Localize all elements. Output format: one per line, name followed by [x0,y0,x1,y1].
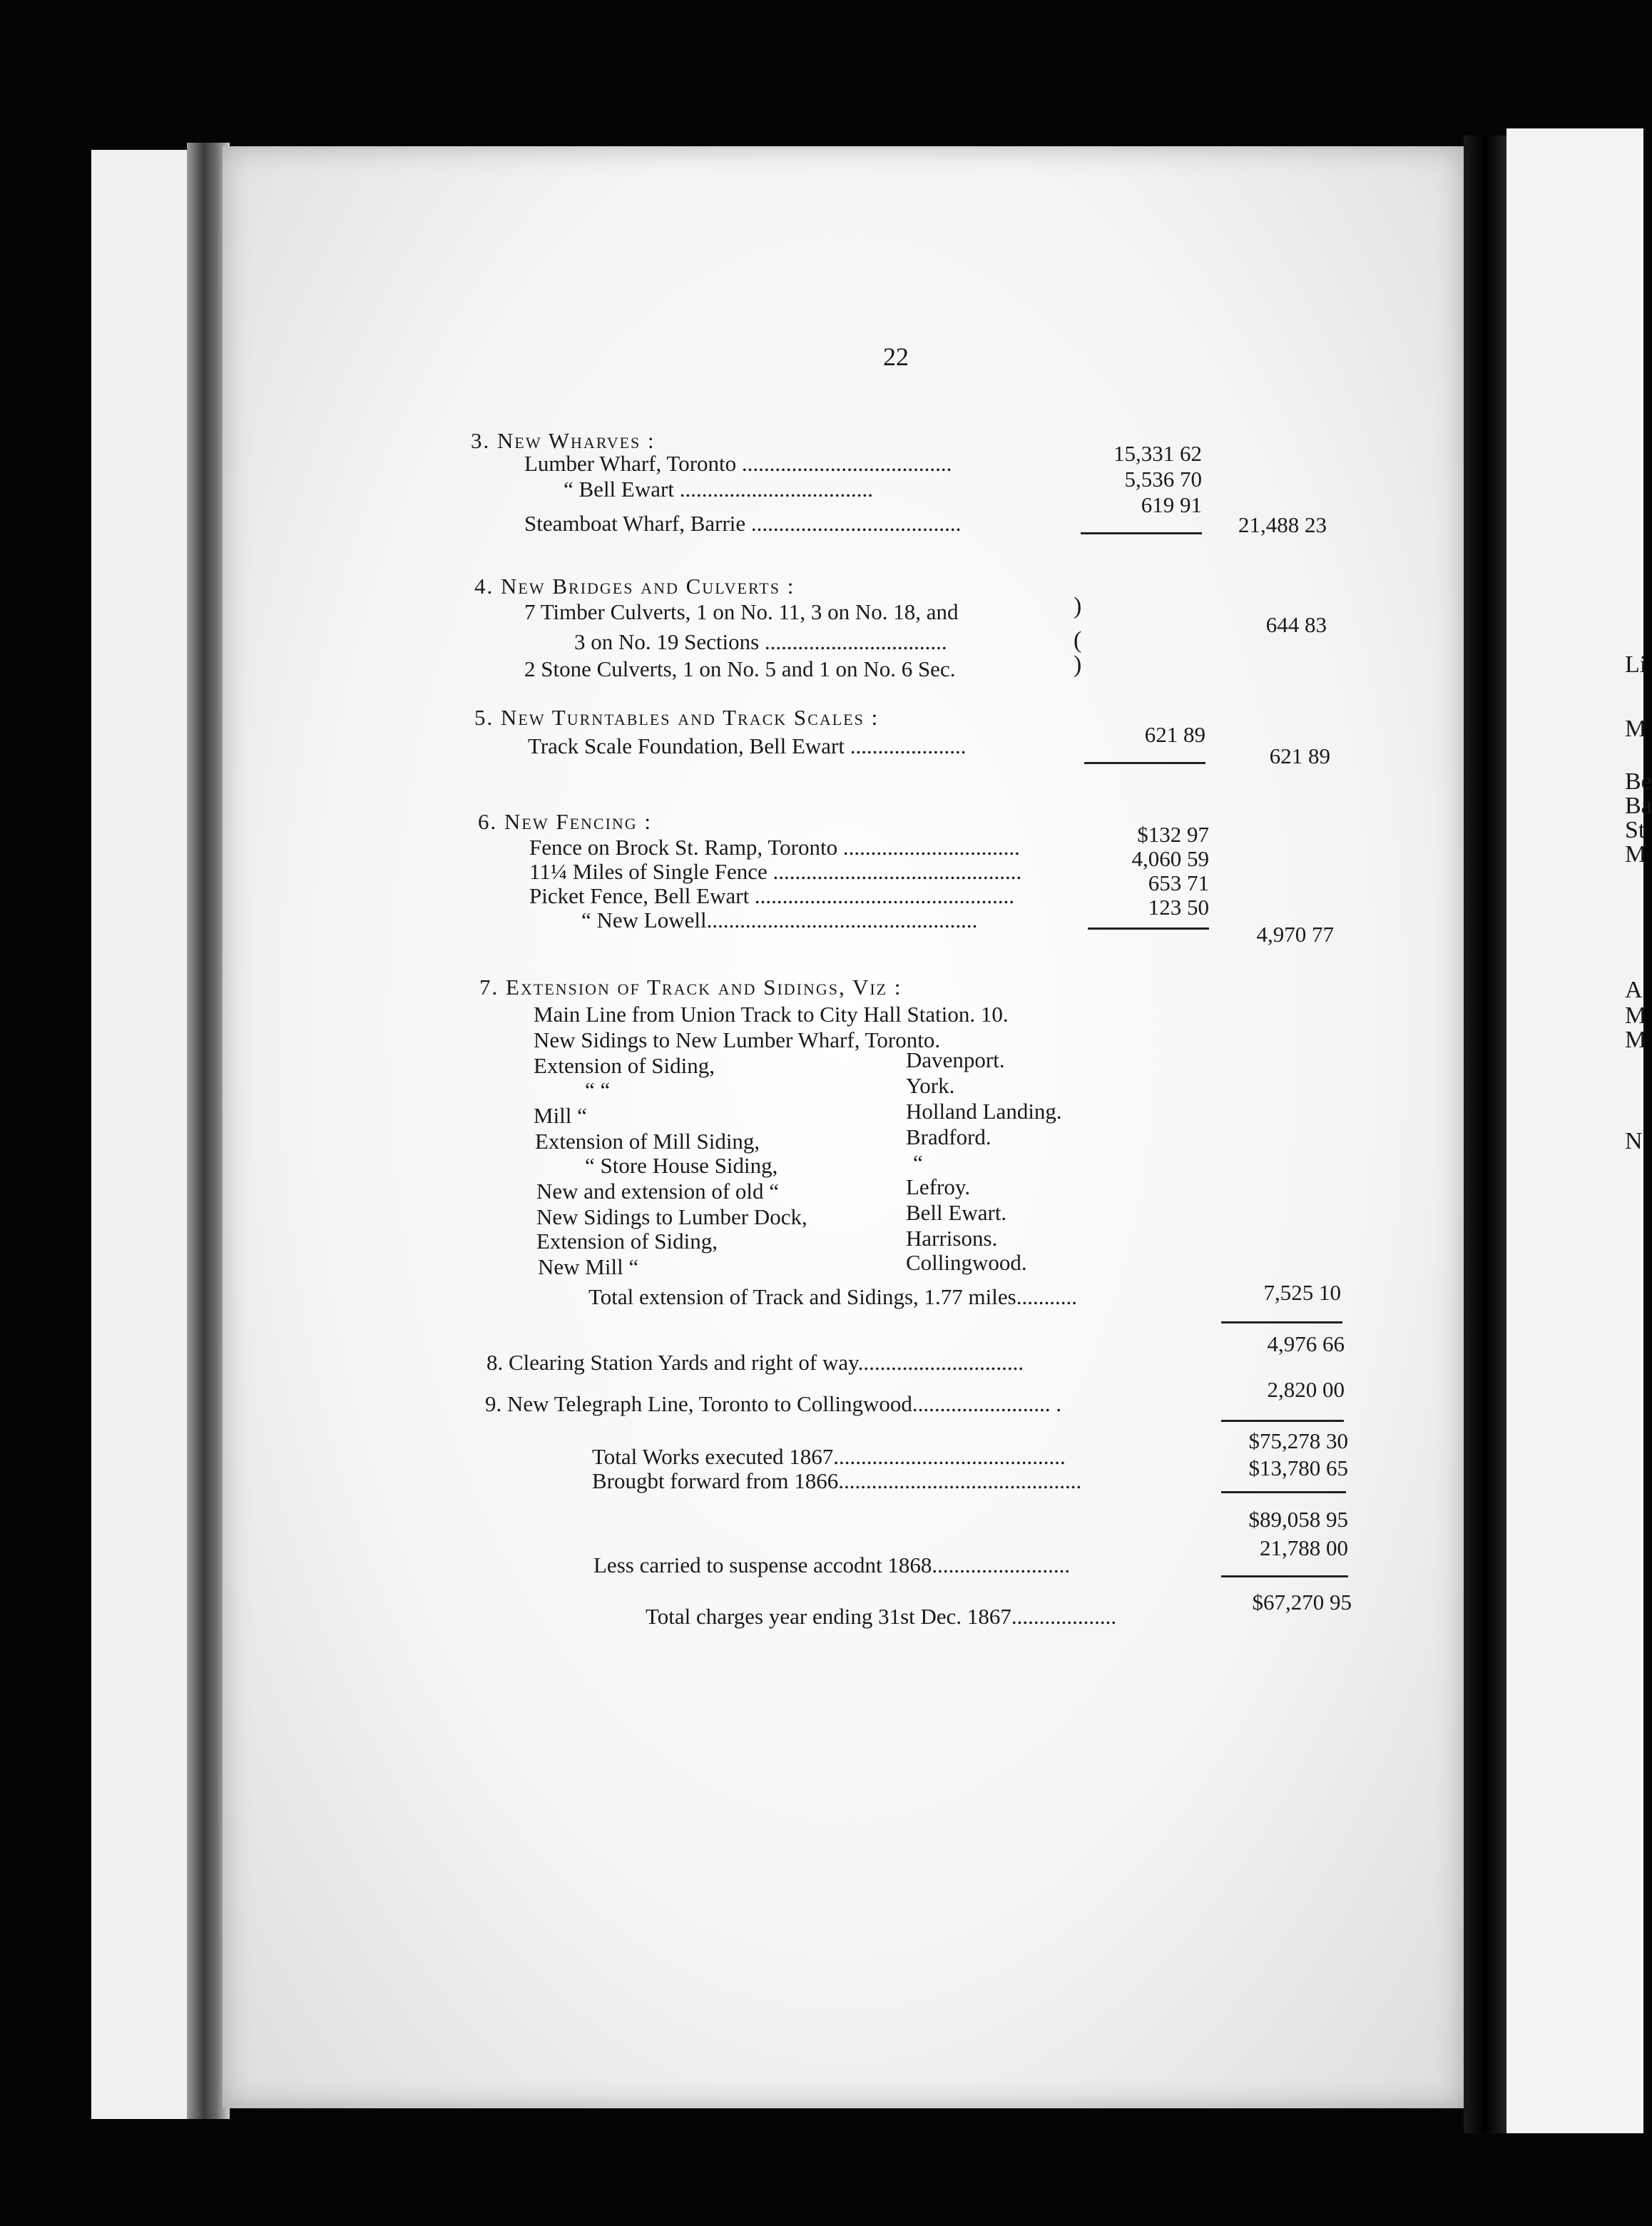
section-3-row-3-amount: 619 91 [1141,492,1202,517]
section-5-row-1-amount: 621 89 [1144,722,1205,747]
section-3-row-3-label: Steamboat Wharf, Barrie ...................................... [524,511,962,536]
siding-row-4-left: Extension of Mill Siding, [535,1129,760,1154]
section-5-rule [1084,762,1205,764]
facing-page-fragment: A [1625,977,1643,1003]
summary-rule-2 [1221,1575,1348,1577]
section-4-line-1: 7 Timber Culverts, 1 on No. 11, 3 on No. 18, and [524,599,959,624]
facing-page-fragment: N [1625,1128,1643,1154]
final-total-amount: $67,270 95 [1252,1590,1352,1615]
total-works-label: Total Works executed 1867.......................................... [592,1444,1066,1469]
section-3-row-2-label: “ Bell Ewart ................................... [564,477,873,502]
siding-row-3-right: Holland Landing. [906,1099,1062,1124]
section-7-new-sidings: New Sidings to New Lumber Wharf, Toronto. [534,1027,941,1052]
facing-page-fragment: Ba [1625,793,1652,819]
section-7-rule [1221,1321,1342,1323]
facing-page-fragment: M [1625,1002,1647,1029]
section-3-total: 21,488 23 [1238,512,1327,537]
section-6-rule [1088,928,1209,930]
facing-page [1506,128,1646,2133]
section-6-total: 4,970 77 [1256,922,1334,947]
section-3-row-1-label: Lumber Wharf, Toronto ...................................... [524,451,952,476]
section-6-row-3-label: Picket Fence, Bell Ewart ............................................... [529,883,1015,908]
siding-row-3-left: Mill “ [534,1103,587,1128]
section-4-heading: 4. New Bridges and Culverts : [474,574,795,599]
section-4-total: 644 83 [1265,612,1327,637]
brace-bottom: ) [1074,651,1082,678]
section-4-line-2: 3 on No. 19 Sections ................................. [574,629,947,654]
siding-row-9-left: New Mill “ [538,1254,639,1279]
siding-row-9-right: Collingwood. [906,1250,1027,1275]
section-6-row-2-amount: 4,060 59 [1131,846,1209,871]
final-total-label: Total charges year ending 31st Dec. 1867................... [646,1604,1117,1629]
section-9-rule [1221,1420,1344,1422]
facing-page-fragment: M [1625,1027,1647,1053]
brought-forward-label: Brougbt forward from 1866............................................ [592,1468,1082,1493]
siding-row-6-left: New and extension of old “ [536,1179,780,1204]
section-4-line-3: 2 Stone Culverts, 1 on No. 5 and 1 on No. 6 Sec. [524,656,956,681]
siding-row-5-left: “ Store House Siding, [585,1153,778,1178]
section-7-heading: 7. Extension of Track and Sidings, Viz : [479,975,902,1000]
suspense-label: Less carried to suspense accodnt 1868......................... [593,1552,1071,1577]
facing-page-fragment: St [1625,817,1646,843]
siding-row-1-right: Davenport. [906,1047,1005,1072]
siding-row-6-right: Lefroy. [906,1174,971,1199]
section-9-label: 9. New Telegraph Line, Toronto to Collingwood......................... . [485,1391,1062,1416]
facing-page-fragment: Be [1625,768,1652,795]
facing-page-fragment: M [1625,716,1647,742]
section-6-row-1-label: Fence on Brock St. Ramp, Toronto ................................ [529,835,1020,860]
section-7-main-line: Main Line from Union Track to City Hall Station. 10. [534,1002,1009,1027]
page-number: 22 [883,342,909,371]
document-page [223,146,1464,2108]
section-6-row-1-amount: $132 97 [1137,822,1209,847]
suspense-amount: 21,788 00 [1260,1535,1348,1560]
section-9-amount: 2,820 00 [1267,1377,1345,1402]
summary-rule-1 [1221,1491,1346,1493]
siding-row-5-right: “ [913,1150,923,1175]
section-3-rule [1081,532,1202,534]
siding-row-8-right: Harrisons. [906,1226,998,1251]
section-6-row-2-label: 11¼ Miles of Single Fence ............................................. [529,859,1022,884]
section-3-row-2-amount: 5,536 70 [1124,467,1202,492]
section-7-total-label: Total extension of Track and Sidings, 1.77 miles........... [588,1284,1077,1309]
book-gutter [1464,136,1506,2133]
section-3-heading: 3. New Wharves : [471,428,656,453]
section-3-row-1-amount: 15,331 62 [1113,441,1202,466]
siding-row-7-right: Bell Ewart. [906,1200,1007,1225]
brace-top: ) [1074,593,1082,619]
subtotal-amount: $89,058 95 [1248,1507,1348,1532]
section-5-row-1-label: Track Scale Foundation, Bell Ewart ..................... [528,733,967,758]
siding-row-1-left: Extension of Siding, [534,1053,715,1078]
section-6-row-3-amount: 653 71 [1148,870,1209,895]
section-5-total: 621 89 [1269,743,1330,768]
siding-row-4-right: Bradford. [906,1124,991,1149]
siding-row-2-left: “ “ [585,1077,611,1102]
facing-page-fragment: Li [1625,651,1647,678]
siding-row-7-left: New Sidings to Lumber Dock, [536,1204,807,1229]
siding-row-8-left: Extension of Siding, [536,1229,718,1254]
section-6-row-4-amount: 123 50 [1148,895,1209,920]
section-5-heading: 5. New Turntables and Track Scales : [474,705,879,730]
section-8-amount: 4,976 66 [1267,1331,1345,1356]
siding-row-2-right: York. [906,1073,955,1098]
total-works-amount: $75,278 30 [1248,1428,1348,1453]
section-8-label: 8. Clearing Station Yards and right of way.............................. [486,1350,1024,1375]
section-7-total: 7,525 10 [1263,1280,1341,1305]
section-6-heading: 6. New Fencing : [478,809,653,834]
brought-forward-amount: $13,780 65 [1248,1455,1348,1480]
brace-middle: ( [1074,627,1082,654]
facing-page-fragment: M [1625,841,1647,868]
section-6-row-4-label: “ New Lowell................................................. [581,908,978,932]
